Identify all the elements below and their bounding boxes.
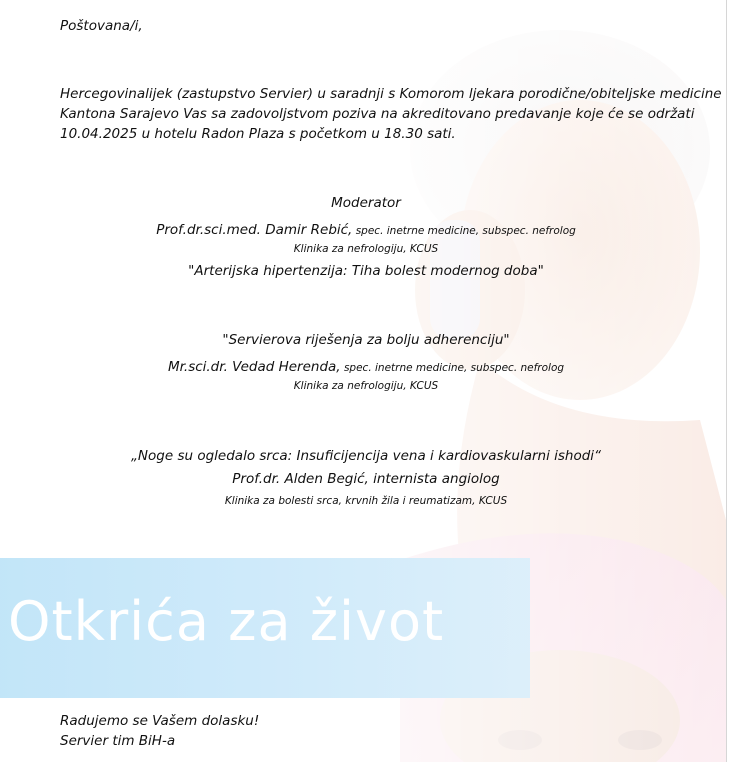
- intro-paragraph: [60, 84, 722, 144]
- moderator-title: spec. inetrne medicine, subspec. nefrolog: [352, 225, 576, 237]
- moderator-name: Prof.dr.sci.med. Damir Rebić,: [156, 222, 353, 238]
- lecture-1-title: "Arterijska hipertenzija: Tiha bolest modernog doba": [188, 263, 544, 279]
- moderator-clinic: Klinika za nefrologiju, KCUS: [293, 243, 439, 255]
- closing-line: Radujemo se Vašem dolasku!: [60, 713, 260, 729]
- lecture-3-title: „Noge su ogledalo srca: Insuficijencija vena i kardiovaskularni ishodi“: [130, 448, 602, 464]
- signature-line: Servier tim BiH-a: [60, 733, 176, 749]
- closing: [60, 711, 259, 751]
- speaker-3-name: Prof.dr. Alden Begić, internista angiolog: [232, 471, 500, 487]
- greeting: Poštovana/i,: [60, 18, 143, 34]
- speaker-2-name: Mr.sci.dr. Vedad Herenda,: [167, 359, 341, 375]
- lecture-2-title: "Servierova riješenja za bolju adherenciju": [222, 332, 510, 348]
- speaker-3-clinic: Klinika za bolesti srca, krvnih žila i reumatizam, KCUS: [224, 495, 508, 507]
- speaker-2-title: spec. inetrne medicine, subspec. nefrolog: [340, 362, 565, 374]
- banner-title: Otkrića za život: [8, 590, 445, 653]
- moderator-label: Moderator: [331, 195, 401, 211]
- intro-line: 10.04.2025 u hotelu Radon Plaza s početkom u 18.30 sati.: [60, 126, 456, 142]
- moderator-line: [0, 219, 732, 238]
- speaker-2-line: [0, 356, 732, 375]
- intro-line: Kantona Sarajevo Vas sa zadovoljstvom poziva na akreditovano predavanje koje će se održati: [60, 106, 695, 122]
- intro-line: Hercegovinalijek (zastupstvo Servier) u saradnji s Komorom ljekara porodične/obiteljske medicine: [60, 86, 722, 102]
- speaker-2-clinic: Klinika za nefrologiju, KCUS: [293, 380, 439, 392]
